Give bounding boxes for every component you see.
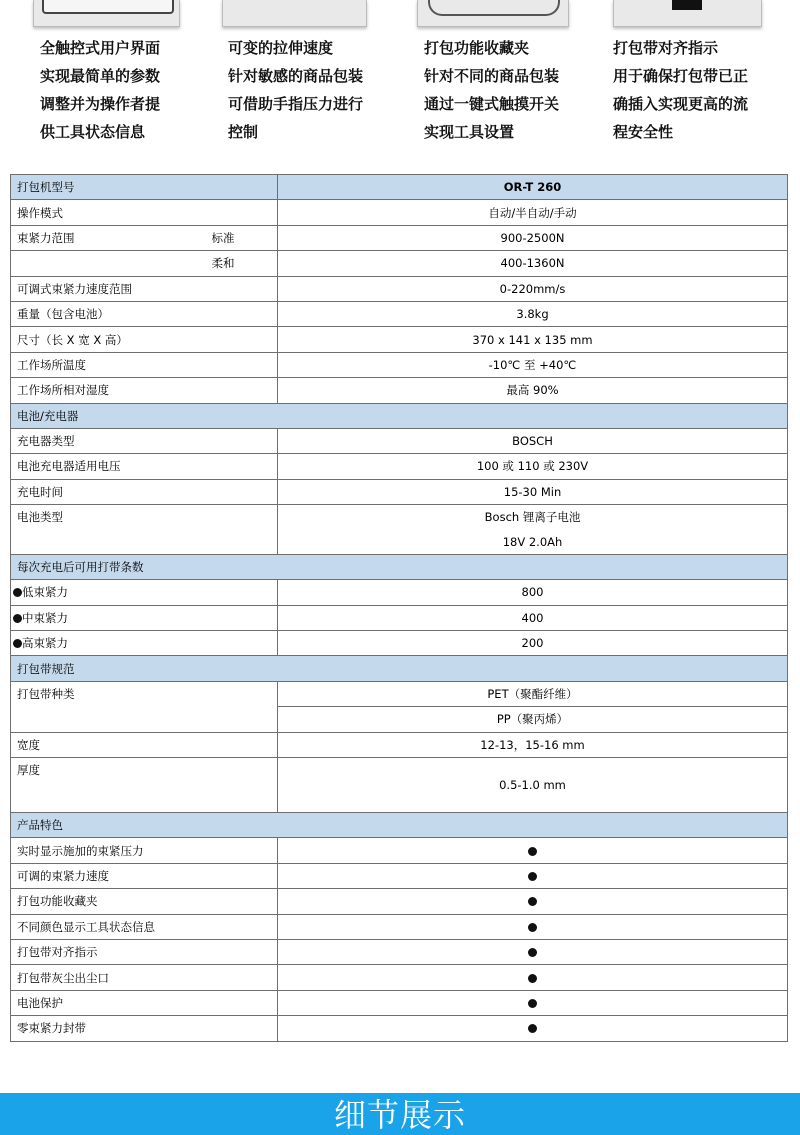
strap-level-label: 中束紧力: [22, 610, 68, 625]
feature-line: 全触控式用户界面: [40, 39, 161, 57]
spec-value: 0-220mm/s: [278, 276, 788, 301]
feature-line: 调整并为操作者提: [40, 95, 161, 113]
table-row: [11, 200, 788, 225]
spec-value: 最高 90%: [278, 378, 788, 403]
feature-strap-alignment: [613, 34, 783, 146]
spec-label: 电池充电器适用电压: [11, 454, 278, 479]
table-row: [11, 838, 788, 863]
section-title: 打包带规范: [11, 656, 788, 681]
section-battery: [11, 403, 788, 428]
feature-image-3: [417, 0, 569, 27]
feature-line: 打包功能收藏夹: [424, 39, 530, 57]
spec-value: 0.5-1.0 mm: [278, 757, 788, 812]
table-row: [11, 1016, 788, 1041]
table-row: [11, 251, 788, 276]
spec-label: 束紧力范围: [11, 225, 206, 250]
model-value: OR-T 260: [278, 175, 788, 200]
table-row: [11, 681, 788, 706]
bullet-icon: [13, 588, 22, 597]
spec-sublabel: 标准: [206, 225, 278, 250]
section-title: 电池/充电器: [11, 403, 788, 428]
feature-check: [278, 914, 788, 939]
spec-value: 200: [278, 631, 788, 656]
spec-value: -10℃ 至 +40℃: [278, 352, 788, 377]
spec-label: 电池类型: [11, 505, 278, 555]
table-row: [11, 580, 788, 605]
feature-line: 用于确保打包带已正: [613, 67, 749, 85]
section-product-features: [11, 812, 788, 837]
bullet-icon: [528, 948, 537, 957]
table-row: [11, 276, 788, 301]
spec-value: 800: [278, 580, 788, 605]
table-row: [11, 505, 788, 530]
table-row: [11, 732, 788, 757]
spec-value: Bosch 锂离子电池: [278, 505, 788, 530]
feature-image-2: [222, 0, 367, 27]
spec-value: 12-13，15-16 mm: [278, 732, 788, 757]
table-row: [11, 454, 788, 479]
spec-label: [11, 631, 278, 656]
feature-label: 可调的束紧力速度: [11, 863, 278, 888]
bullet-icon: [528, 999, 537, 1008]
section-title: 产品特色: [11, 812, 788, 837]
feature-favorites: [424, 34, 594, 146]
table-row: [11, 889, 788, 914]
spec-label: 工作场所相对湿度: [11, 378, 278, 403]
feature-check: [278, 965, 788, 990]
feature-label: 不同颜色显示工具状态信息: [11, 914, 278, 939]
table-row: [11, 378, 788, 403]
bullet-icon: [528, 847, 537, 856]
spec-label: 充电器类型: [11, 428, 278, 453]
spec-label: 尺寸（长 X 宽 X 高）: [11, 327, 278, 352]
feature-line: 控制: [228, 123, 259, 141]
feature-check: [278, 838, 788, 863]
table-row: [11, 990, 788, 1015]
feature-line: 确插入实现更高的流: [613, 95, 749, 113]
section-title: 每次充电后可用打带条数: [11, 554, 788, 579]
spec-value: 3.8kg: [278, 301, 788, 326]
bullet-icon: [528, 897, 537, 906]
spec-value: 400-1360N: [278, 251, 788, 276]
spec-label: 打包带种类: [11, 681, 278, 732]
table-row: [11, 965, 788, 990]
bullet-icon: [528, 872, 537, 881]
spec-value: 100 或 110 或 230V: [278, 454, 788, 479]
spec-value: 18V 2.0Ah: [278, 529, 788, 554]
feature-check: [278, 1016, 788, 1041]
table-row: [11, 225, 788, 250]
feature-image-1: [33, 0, 180, 27]
feature-touch-ui: [40, 34, 210, 146]
feature-label: 打包带灰尘出尘口: [11, 965, 278, 990]
feature-variable-speed: [228, 34, 398, 146]
spec-label: 重量（包含电池）: [11, 301, 278, 326]
spec-label: 操作模式: [11, 200, 278, 225]
feature-label: 电池保护: [11, 990, 278, 1015]
bullet-icon: [528, 974, 537, 983]
spec-label: 可调式束紧力速度范围: [11, 276, 278, 301]
feature-line: 打包带对齐指示: [613, 39, 719, 57]
feature-line: 针对敏感的商品包装: [228, 67, 364, 85]
table-row: [11, 757, 788, 812]
bullet-icon: [528, 923, 537, 932]
bullet-icon: [13, 614, 22, 623]
table-row: [11, 605, 788, 630]
spec-value: 自动/半自动/手动: [278, 200, 788, 225]
section-strap-spec: [11, 656, 788, 681]
spec-label: [11, 251, 206, 276]
spec-value: 15-30 Min: [278, 479, 788, 504]
feature-descriptions: [0, 34, 800, 144]
feature-label: 打包功能收藏夹: [11, 889, 278, 914]
table-row: [11, 301, 788, 326]
feature-check: [278, 990, 788, 1015]
table-row: [11, 939, 788, 964]
feature-line: 通过一键式触摸开关: [424, 95, 560, 113]
table-row: [11, 479, 788, 504]
spec-label: 厚度: [11, 757, 278, 812]
strap-level-label: 低束紧力: [22, 585, 68, 600]
spec-value: BOSCH: [278, 428, 788, 453]
spec-label: 宽度: [11, 732, 278, 757]
table-row: [11, 863, 788, 888]
spec-value: PP（聚丙烯）: [278, 707, 788, 732]
spec-label: [11, 580, 278, 605]
feature-label: 零束紧力封带: [11, 1016, 278, 1041]
spec-header-row: [11, 175, 788, 200]
feature-label: 打包带对齐指示: [11, 939, 278, 964]
bullet-icon: [13, 639, 22, 648]
strap-level-label: 高束紧力: [22, 636, 68, 651]
model-label: 打包机型号: [11, 175, 278, 200]
feature-label: 实时显示施加的束紧压力: [11, 838, 278, 863]
spec-label: 工作场所温度: [11, 352, 278, 377]
bullet-icon: [528, 1024, 537, 1033]
spec-value: 900-2500N: [278, 225, 788, 250]
details-banner: [0, 1093, 800, 1135]
feature-check: [278, 889, 788, 914]
feature-image-4: [613, 0, 762, 27]
spec-value: PET（聚酯纤维）: [278, 681, 788, 706]
spec-label: 充电时间: [11, 479, 278, 504]
spec-value: 400: [278, 605, 788, 630]
table-row: [11, 428, 788, 453]
feature-line: 针对不同的商品包装: [424, 67, 560, 85]
table-row: [11, 327, 788, 352]
spec-table: [10, 174, 788, 1042]
table-row: [11, 914, 788, 939]
banner-title: 细节展示: [333, 1096, 466, 1134]
table-row: [11, 352, 788, 377]
feature-line: 程安全性: [613, 123, 674, 141]
feature-line: 可借助手指压力进行: [228, 95, 364, 113]
section-straps-per-charge: [11, 554, 788, 579]
feature-line: 可变的拉伸速度: [228, 39, 334, 57]
feature-line: 实现工具设置: [424, 123, 515, 141]
feature-check: [278, 939, 788, 964]
feature-line: 实现最简单的参数: [40, 67, 161, 85]
feature-check: [278, 863, 788, 888]
feature-line: 供工具状态信息: [40, 123, 146, 141]
table-row: [11, 631, 788, 656]
spec-value: 370 x 141 x 135 mm: [278, 327, 788, 352]
spec-label: [11, 605, 278, 630]
spec-sublabel: 柔和: [206, 251, 278, 276]
